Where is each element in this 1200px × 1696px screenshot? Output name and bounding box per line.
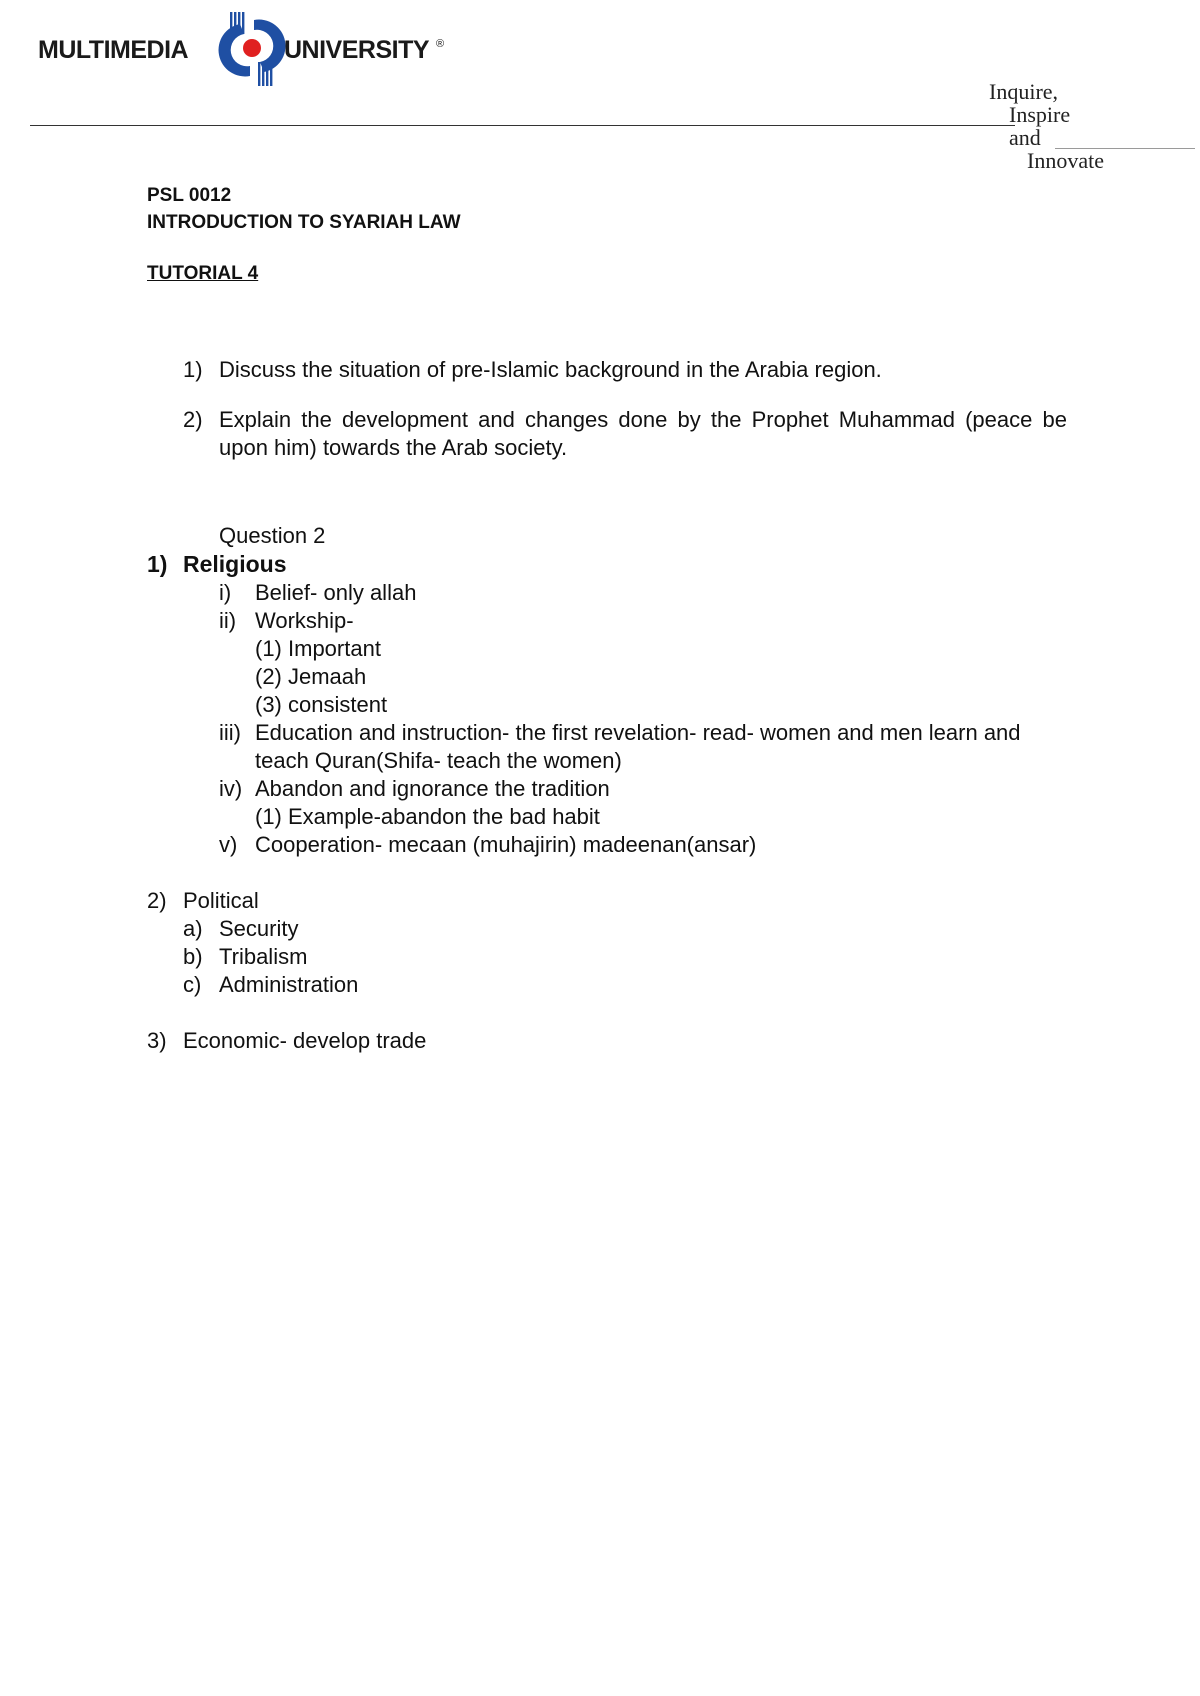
section-title: Religious (183, 551, 287, 577)
list-item (147, 775, 1067, 803)
header-divider (30, 125, 1015, 126)
sub-item: (2) Jemaah (255, 664, 367, 689)
question-text: Discuss the situation of pre-Islamic background in the Arabia region. (219, 357, 882, 382)
list-item (147, 943, 1067, 971)
section-title: Political (183, 888, 259, 913)
list-item (147, 831, 1067, 859)
item-number: c) (183, 972, 202, 997)
mmu-emblem-icon (210, 10, 290, 88)
item-text: Administration (219, 972, 359, 997)
question-number: 1) (183, 357, 203, 382)
item-number: b) (183, 944, 203, 969)
list-item (147, 607, 1067, 635)
section-title: Economic- develop trade (183, 1028, 427, 1053)
item-number: i) (219, 580, 232, 605)
answer-section-religious (147, 550, 1067, 579)
question-text: Explain the development and changes done by the Prophet Muhammad (peace be upon him) towards the Arab society. (219, 407, 1067, 460)
tagline-line: Inquire, (989, 79, 1059, 104)
answer-section-political (147, 887, 1067, 915)
answer-section-economic (147, 1027, 1067, 1055)
answer-heading: Question 2 (219, 523, 326, 548)
list-item (147, 971, 1067, 999)
document-body (147, 182, 1067, 1055)
registered-mark: ® (436, 38, 445, 50)
item-number: a) (183, 916, 203, 941)
section-number: 3) (147, 1028, 167, 1053)
list-item (147, 915, 1067, 943)
question-list (147, 356, 1067, 462)
item-text: Cooperation- mecaan (muhajirin) madeenan(ansar) (255, 832, 757, 857)
item-text: Security (219, 916, 299, 941)
sub-item: (3) consistent (255, 692, 388, 717)
item-number: iii) (219, 720, 241, 745)
spacer (147, 999, 1067, 1027)
section-number: 1) (147, 551, 168, 577)
item-number: iv) (219, 776, 243, 801)
logo-word-left: MULTIMEDIA (38, 36, 189, 64)
tagline-line: and (1009, 125, 1041, 150)
question-number: 2) (183, 407, 203, 432)
tagline-line: Innovate (1027, 148, 1104, 173)
logo-word-right: UNIVERSITY (284, 36, 430, 64)
item-text: Education and instruction- the first revelation- read- women and men learn and teach Quran(Shifa- teach the women) (255, 720, 1021, 773)
tagline-line: Inspire (1009, 102, 1071, 127)
university-logo (38, 8, 458, 88)
course-title: INTRODUCTION TO SYARIAH LAW (147, 212, 461, 233)
university-tagline (985, 80, 1125, 172)
sub-item: (1) Important (255, 636, 381, 661)
item-text: Abandon and ignorance the tradition (255, 776, 610, 801)
item-text: Workship- (255, 608, 354, 633)
tutorial-title: TUTORIAL 4 (147, 263, 259, 284)
list-item (147, 719, 1067, 775)
list-item (147, 579, 1067, 607)
section-number: 2) (147, 888, 167, 913)
item-number: ii) (219, 608, 237, 633)
question-item (147, 356, 1067, 384)
item-text: Tribalism (219, 944, 308, 969)
sub-item: (1) Example-abandon the bad habit (255, 804, 600, 829)
item-text: Belief- only allah (255, 580, 417, 605)
question-item (147, 406, 1067, 462)
item-number: v) (219, 832, 238, 857)
spacer (147, 859, 1067, 887)
course-code: PSL 0012 (147, 185, 232, 206)
